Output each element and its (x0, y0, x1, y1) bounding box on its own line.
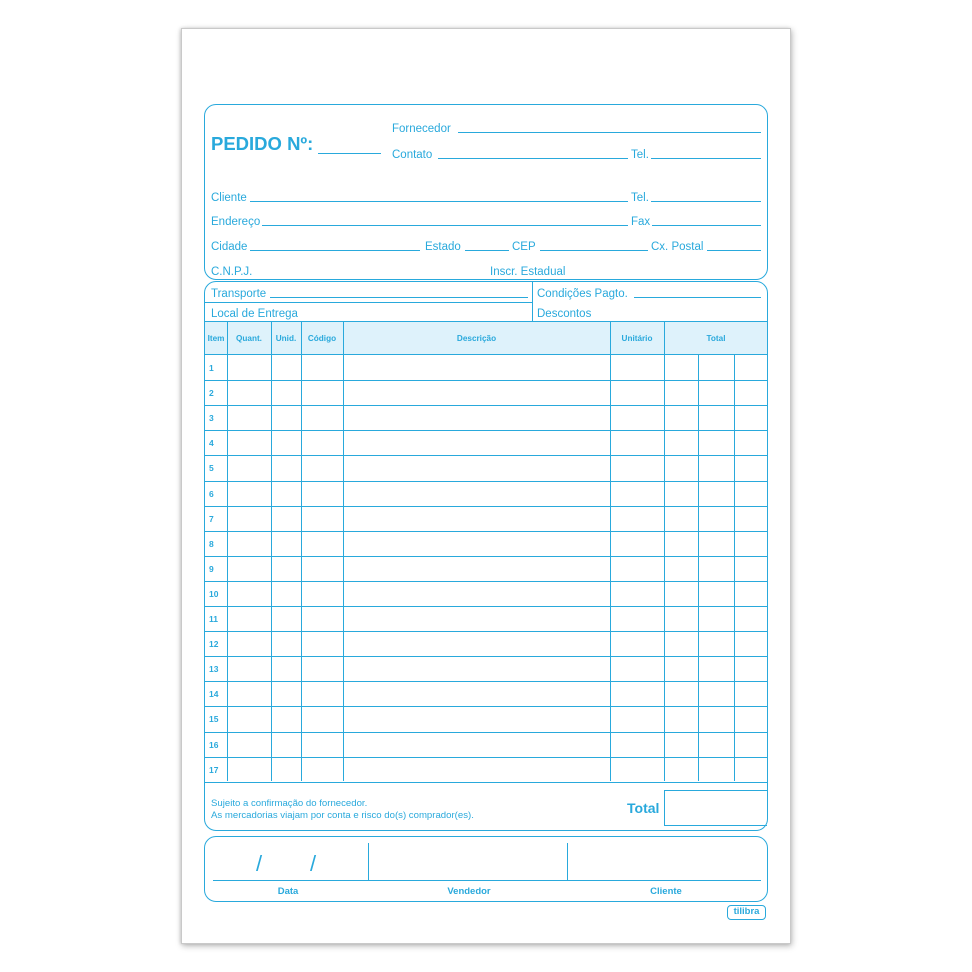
brand-text: tilibra (733, 906, 760, 917)
signature-divider-1 (368, 843, 369, 880)
grand-total-box[interactable] (664, 790, 767, 826)
signature-divider-2 (567, 843, 568, 880)
row-number: 4 (209, 438, 214, 449)
vendedor-label: Vendedor (447, 886, 491, 897)
tilibra-logo (727, 905, 766, 920)
tel-field[interactable] (651, 158, 761, 159)
table-row[interactable] (205, 631, 767, 656)
fornecedor-field[interactable] (458, 132, 761, 133)
row-number: 3 (209, 413, 214, 424)
tel-label: Tel. (631, 149, 649, 161)
transporte-label: Transporte (211, 288, 267, 300)
cidade-field[interactable] (250, 250, 420, 251)
table-row[interactable] (205, 556, 767, 581)
row-rule (204, 782, 768, 783)
row-number: 14 (209, 689, 219, 700)
page-title: PEDIDO Nº: (211, 133, 314, 154)
estado-field[interactable] (465, 250, 509, 251)
date-separator-2: / (310, 851, 317, 876)
total-label: Total (627, 800, 660, 816)
col-header-total: Total (706, 334, 726, 343)
col-header-unitario: Unitário (621, 334, 653, 343)
row-number: 5 (209, 463, 214, 474)
transport-divider (204, 302, 532, 303)
table-row[interactable] (205, 355, 767, 380)
terms-line-2: As mercadorias viajam por conta e risco do(s) comprador(es). (211, 810, 474, 821)
table-row[interactable] (205, 757, 767, 782)
fax-label: Fax (631, 216, 651, 228)
header-box (204, 104, 768, 280)
tel2-field[interactable] (651, 201, 761, 202)
inscr-estadual-label: Inscr. Estadual (490, 266, 566, 278)
row-number: 10 (209, 588, 219, 599)
date-label: Data (277, 886, 299, 897)
row-number: 7 (209, 513, 214, 524)
col-header-item: Item (207, 334, 225, 343)
cliente-signature-label: Cliente (650, 886, 682, 897)
contato-label: Contato (392, 149, 433, 161)
date-separator-1: / (256, 851, 263, 876)
terms-line-1: Sujeito a confirmação do fornecedor. (211, 798, 368, 809)
cep-field[interactable] (540, 250, 648, 251)
transporte-field[interactable] (270, 297, 528, 298)
local-entrega-label: Local de Entrega (211, 308, 298, 320)
row-number: 13 (209, 664, 219, 675)
cliente-label: Cliente (211, 192, 247, 204)
row-number: 8 (209, 538, 214, 549)
table-row[interactable] (205, 681, 767, 706)
table-row[interactable] (205, 656, 767, 681)
col-header-quant: Quant. (236, 334, 262, 343)
table-row[interactable] (205, 405, 767, 430)
cx-postal-field[interactable] (707, 250, 761, 251)
table-row[interactable] (205, 481, 767, 506)
signature-line (213, 880, 761, 881)
cnpj-label: C.N.P.J. (211, 266, 253, 278)
row-number: 17 (209, 764, 219, 775)
endereco-field[interactable] (262, 225, 628, 226)
endereco-label: Endereço (211, 216, 261, 228)
condicoes-pagto-field[interactable] (634, 297, 761, 298)
order-number-line (318, 153, 381, 154)
row-number: 9 (209, 563, 214, 574)
col-header-unid: Unid. (275, 334, 297, 343)
condicoes-pagto-label: Condições Pagto. (537, 288, 628, 300)
table-row[interactable] (205, 606, 767, 631)
estado-label: Estado (425, 241, 461, 253)
row-number: 2 (209, 388, 214, 399)
table-row[interactable] (205, 430, 767, 455)
fornecedor-label: Fornecedor (392, 123, 451, 135)
table-row[interactable] (205, 531, 767, 556)
row-number: 16 (209, 739, 219, 750)
table-row[interactable] (205, 706, 767, 731)
table-row[interactable] (205, 581, 767, 606)
table-top-rule (204, 321, 768, 322)
contato-field[interactable] (438, 158, 628, 159)
table-row[interactable] (205, 506, 767, 531)
table-row[interactable] (205, 455, 767, 480)
row-number: 11 (209, 614, 218, 624)
cx-postal-label: Cx. Postal (651, 241, 704, 253)
descontos-label: Descontos (537, 308, 592, 320)
tel2-label: Tel. (631, 192, 649, 204)
row-number: 6 (209, 488, 214, 499)
col-header-codigo: Código (307, 334, 337, 343)
row-number: 12 (209, 639, 219, 650)
fax-field[interactable] (652, 225, 761, 226)
cep-label: CEP (512, 241, 536, 253)
table-row[interactable] (205, 732, 767, 757)
table-row[interactable] (205, 380, 767, 405)
transport-vertical-divider (532, 282, 533, 322)
row-number: 1 (209, 363, 214, 373)
col-header-descricao: Descrição (456, 334, 497, 343)
cliente-field[interactable] (250, 201, 628, 202)
row-number: 15 (209, 714, 219, 725)
cidade-label: Cidade (211, 241, 248, 253)
